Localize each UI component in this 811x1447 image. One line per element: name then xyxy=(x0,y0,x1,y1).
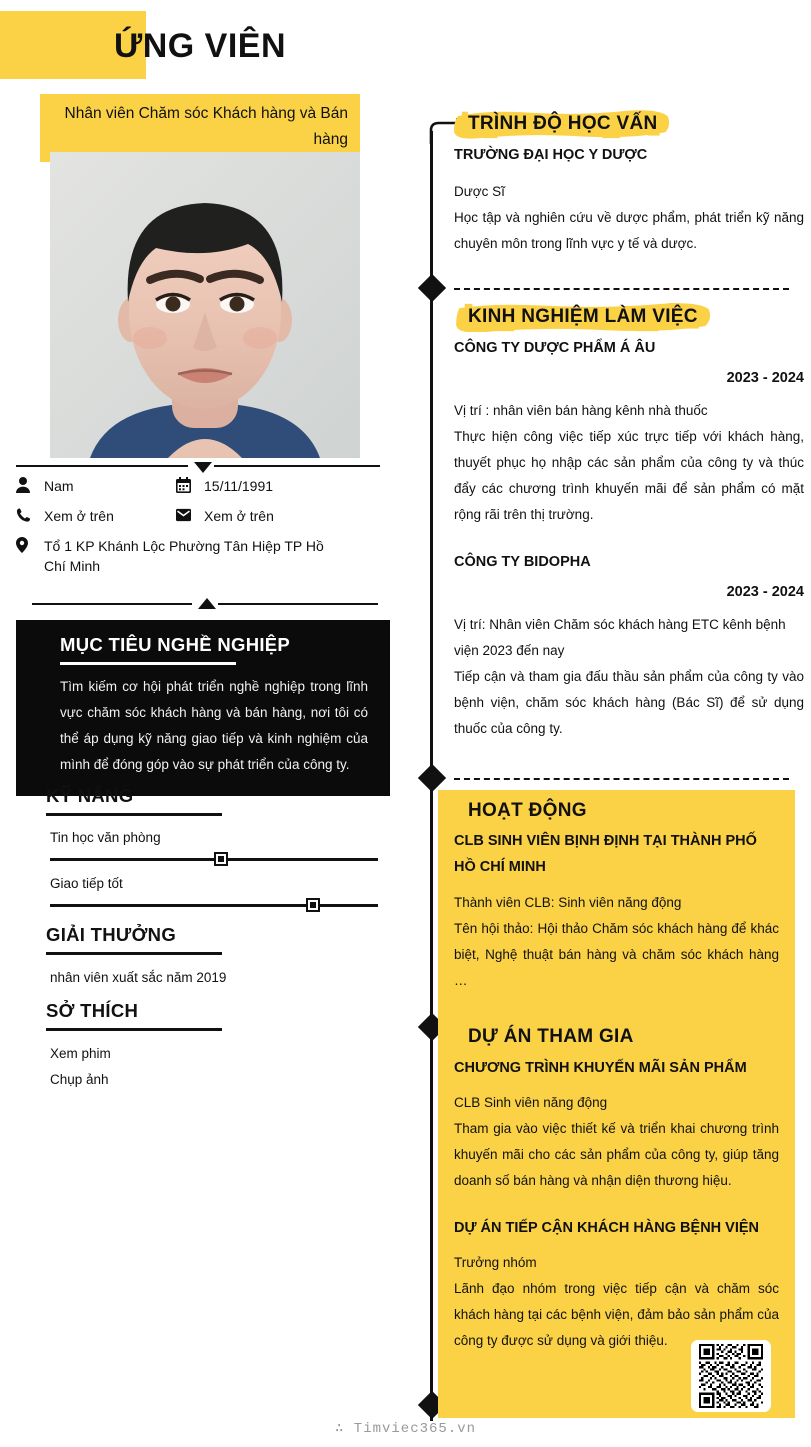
experience-role: Vị trí: Nhân viên Chăm sóc khách hàng ETC kênh bệnh viện 2023 đến nay xyxy=(454,617,786,658)
career-objective-body: Tìm kiếm cơ hội phát triển nghề nghiệp trong lĩnh vực chăm sóc khách hàng và bán hàng, nơi tôi có thể áp dụng kỹ năng giao tiếp và kinh nghiệm của mình để đóng góp vào sự phát triển của công ty. xyxy=(60,679,368,772)
contact-email-value: Xem ở trên xyxy=(204,508,274,524)
experience-period: 2023 - 2024 xyxy=(726,584,804,600)
activity-description: Tên hội thảo: Hội thảo Chăm sóc khách hàng để khác biệt, Nghệ thuật bán hàng và chăm sóc khách hàng … xyxy=(454,921,779,988)
project-item xyxy=(454,1056,779,1194)
award-item: nhân viên xuất sắc năm 2019 xyxy=(50,970,227,985)
skills-heading: KỸ NĂNG xyxy=(46,785,134,806)
contact-row xyxy=(16,476,396,496)
job-title: Nhân viên Chăm sóc Khách hàng và Bán hàng xyxy=(40,94,360,162)
education-section xyxy=(454,110,804,257)
experience-item xyxy=(454,550,804,742)
contact-phone-value: Xem ở trên xyxy=(44,508,114,524)
experience-period: 2023 - 2024 xyxy=(726,370,804,386)
hobbies-heading: SỞ THÍCH xyxy=(46,1000,139,1021)
activity-role: Thành viên CLB: Sinh viên năng động xyxy=(454,895,682,910)
skill-label: Tin học văn phòng xyxy=(50,830,161,845)
project-role: CLB Sinh viên năng động xyxy=(454,1095,608,1110)
education-heading-wrap xyxy=(454,110,672,139)
project-title: DỰ ÁN TIẾP CẬN KHÁCH HÀNG BỆNH VIỆN xyxy=(454,1220,760,1236)
heading-rule xyxy=(46,952,222,955)
experience-description: Thực hiện công việc tiếp xúc trực tiếp với khách hàng, thuyết phục họ nhập các sản phẩm của công ty và thúc đẩy các chương trình khuyến mãi để sản phẩm có mặt rộng rãi trên thị trường. xyxy=(454,429,804,522)
contact-gender xyxy=(16,476,176,496)
projects-section xyxy=(454,994,779,1354)
experience-item xyxy=(454,336,804,528)
contact-row xyxy=(16,536,396,576)
experience-company: CÔNG TY BIDOPHA xyxy=(454,554,591,570)
activities-heading: HOẠT ĐỘNG xyxy=(468,800,587,821)
divider-bottom xyxy=(16,596,380,612)
timeline-marker xyxy=(418,764,446,792)
calendar-icon xyxy=(176,476,204,493)
contact-phone xyxy=(16,506,176,526)
project-role: Trưởng nhóm xyxy=(454,1255,537,1270)
mail-icon xyxy=(176,506,204,523)
contact-address xyxy=(16,536,376,576)
contact-gender-value: Nam xyxy=(44,478,74,494)
experience-section xyxy=(454,303,804,742)
skill-label: Giao tiếp tốt xyxy=(50,876,123,891)
skill-slider-handle[interactable] xyxy=(306,898,320,912)
activity-title: CLB SINH VIÊN BỊNH ĐỊNH TẠI THÀNH PHỐ HỒ CHÍ MINH xyxy=(454,833,757,875)
site-watermark: ∴ Timviec365.vn xyxy=(334,1421,477,1437)
education-major: Dược Sĩ xyxy=(454,184,505,199)
project-description: Lãnh đạo nhóm trong việc tiếp cận và chăm sóc khách hàng tại các bệnh viện, đảm bảo sản phẩm của công ty được sử dụng và giới thiệu. xyxy=(454,1281,779,1348)
candidate-photo xyxy=(50,152,360,458)
phone-icon xyxy=(16,506,44,523)
experience-heading: KINH NGHIỆM LÀM VIỆC xyxy=(468,306,698,327)
skill-track-bar xyxy=(50,904,378,907)
experience-heading-wrap xyxy=(454,303,712,332)
person-icon xyxy=(16,476,44,493)
qr-code-icon[interactable] xyxy=(691,1340,771,1412)
hobby-item: Chụp ảnh xyxy=(50,1072,109,1087)
projects-heading: DỰ ÁN THAM GIA xyxy=(468,1026,634,1047)
section-divider xyxy=(454,288,789,290)
skill-slider[interactable] xyxy=(50,898,378,912)
education-description: Học tập và nghiên cứu về dược phẩm, phát triển kỹ năng chuyên môn trong lĩnh vực y tế và dược. xyxy=(454,210,804,251)
hobbies-section xyxy=(16,1000,390,1093)
timeline-marker xyxy=(418,274,446,302)
highlight-panel xyxy=(438,790,795,1418)
contact-block xyxy=(16,476,396,586)
experience-company: CÔNG TY DƯỢC PHẨM Á ÂU xyxy=(454,340,656,356)
heading-rule xyxy=(60,662,236,665)
experience-role: Vị trí : nhân viên bán hàng kênh nhà thuốc xyxy=(454,403,708,418)
career-objective-section xyxy=(16,620,390,796)
skill-item xyxy=(16,872,390,912)
page-title: ỨNG VIÊN xyxy=(113,27,286,65)
contact-birthday-value: 15/11/1991 xyxy=(204,478,274,494)
project-description: Tham gia vào việc thiết kế và triển khai chương trình khuyến mãi cho các sản phẩm của công ty, giúp tăng doanh số bán hàng và nhận diện thương hiệu. xyxy=(454,1121,779,1188)
contact-address-value: Tổ 1 KP Khánh Lộc Phường Tân Hiệp TP Hồ Chí Minh xyxy=(44,538,324,574)
awards-heading: GIẢI THƯỞNG xyxy=(46,924,177,945)
heading-rule xyxy=(46,1028,222,1031)
awards-section xyxy=(16,924,390,991)
divider-top xyxy=(16,458,380,474)
experience-description: Tiếp cận và tham gia đấu thầu sản phẩm của công ty vào bệnh viện, chăm sóc khách hàng (Bác Sĩ) để sử dụng thuốc của công ty. xyxy=(454,669,804,736)
contact-birthday xyxy=(176,476,336,496)
skill-item xyxy=(16,826,390,866)
education-school: TRƯỜNG ĐẠI HỌC Y DƯỢC xyxy=(454,147,648,163)
contact-row xyxy=(16,506,396,526)
skill-slider-handle[interactable] xyxy=(214,852,228,866)
activities-section xyxy=(454,790,779,994)
section-divider xyxy=(454,778,789,780)
project-title: CHƯƠNG TRÌNH KHUYẾN MÃI SẢN PHẨM xyxy=(454,1060,747,1076)
heading-rule xyxy=(46,813,222,816)
contact-email xyxy=(176,506,336,526)
career-objective-heading: MỤC TIÊU NGHỀ NGHIỆP xyxy=(60,634,291,655)
skills-section xyxy=(16,785,390,918)
hobby-item: Xem phim xyxy=(50,1046,111,1061)
project-item xyxy=(454,1216,779,1354)
skill-slider[interactable] xyxy=(50,852,378,866)
location-pin-icon xyxy=(16,536,44,553)
education-heading: TRÌNH ĐỘ HỌC VẤN xyxy=(468,113,658,134)
